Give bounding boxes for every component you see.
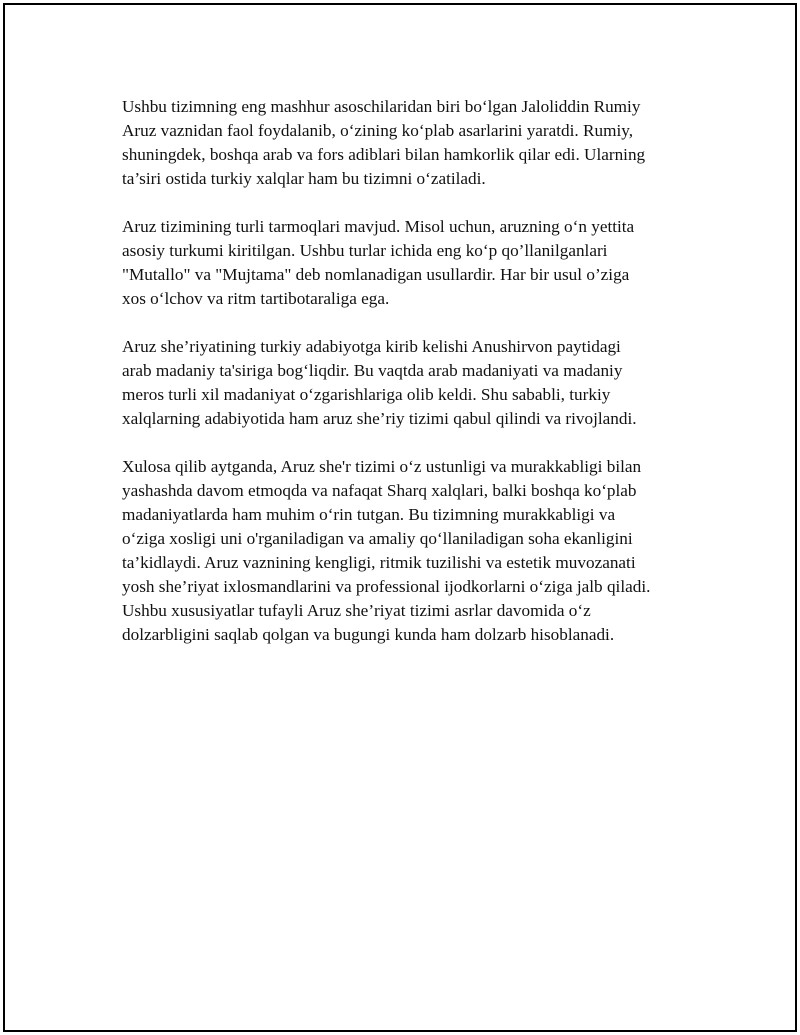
text-line: asosiy turkumi kiritilgan. Ushbu turlar ichida eng ko‘p qo’llanilganlari <box>122 241 608 260</box>
document-body <box>122 95 702 671</box>
paragraph-1 <box>122 95 702 191</box>
text-line: yashashda davom etmoqda va nafaqat Sharq xalqlari, balki boshqa ko‘plab <box>122 481 637 500</box>
text-line: meros turli xil madaniyat o‘zgarishlariga olib keldi. Shu sababli, turkiy <box>122 385 611 404</box>
text-line: ta’kidlaydi. Aruz vaznining kengligi, ritmik tuzilishi va estetik muvozanati <box>122 553 636 572</box>
text-line: xos o‘lchov va ritm tartibotaraliga ega. <box>122 289 390 308</box>
document-page <box>3 3 797 1032</box>
text-line: arab madaniy ta'siriga bog‘liqdir. Bu vaqtda arab madaniyati va madaniy <box>122 361 623 380</box>
text-line: madaniyatlarda ham muhim o‘rin tutgan. Bu tizimning murakkabligi va <box>122 505 616 524</box>
text-line: shuningdek, boshqa arab va fors adiblari bilan hamkorlik qilar edi. Ularning <box>122 145 646 164</box>
paragraph-3 <box>122 335 702 431</box>
text-line: Aruz vaznidan faol foydalanib, o‘zining ko‘plab asarlarini yaratdi. Rumiy, <box>122 121 633 140</box>
text-line: Ushbu xususiyatlar tufayli Aruz she’riyat tizimi asrlar davomida o‘z <box>122 601 591 620</box>
text-line: dolzarbligini saqlab qolgan va bugungi kunda ham dolzarb hisoblanadi. <box>122 625 615 644</box>
text-line: o‘ziga xosligi uni o'rganiladigan va amaliy qo‘llaniladigan soha ekanligini <box>122 529 633 548</box>
text-line: yosh she’riyat ixlosmandlarini va professional ijodkorlarni o‘ziga jalb qiladi. <box>122 577 651 596</box>
text-line: Ushbu tizimning eng mashhur asoschilaridan biri bo‘lgan Jaloliddin Rumiy <box>122 97 641 116</box>
paragraph-2 <box>122 215 702 311</box>
text-line: Aruz tizimining turli tarmoqlari mavjud. Misol uchun, aruzning o‘n yettita <box>122 217 635 236</box>
text-line: xalqlarning adabiyotida ham aruz she’riy tizimi qabul qilindi va rivojlandi. <box>122 409 637 428</box>
text-line: Xulosa qilib aytganda, Aruz she'r tizimi o‘z ustunligi va murakkabligi bilan <box>122 457 642 476</box>
text-line: ta’siri ostida turkiy xalqlar ham bu tizimni o‘zatiladi. <box>122 169 486 188</box>
paragraph-4 <box>122 455 702 647</box>
text-line: Aruz she’riyatining turkiy adabiyotga kirib kelishi Anushirvon paytidagi <box>122 337 621 356</box>
text-line: "Mutallo" va "Mujtama" deb nomlanadigan usullardir. Har bir usul o’ziga <box>122 265 630 284</box>
